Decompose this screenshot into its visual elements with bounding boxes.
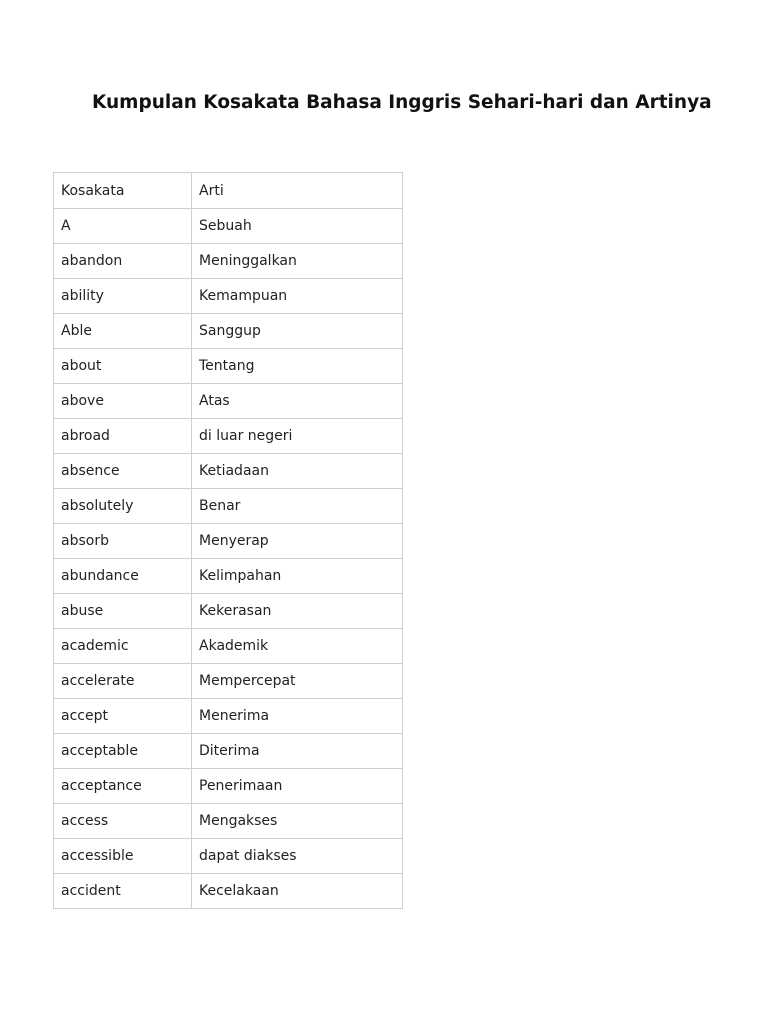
table-row bbox=[54, 279, 403, 314]
table-row bbox=[54, 629, 403, 664]
table-row bbox=[54, 419, 403, 454]
meaning-cell: Diterima bbox=[192, 734, 403, 769]
table-row bbox=[54, 314, 403, 349]
meaning-cell: dapat diakses bbox=[192, 839, 403, 874]
meaning-cell: Menyerap bbox=[192, 524, 403, 559]
word-cell: academic bbox=[54, 629, 192, 664]
table-row bbox=[54, 524, 403, 559]
table-row bbox=[54, 454, 403, 489]
table-row bbox=[54, 594, 403, 629]
word-cell: accessible bbox=[54, 839, 192, 874]
word-cell: accept bbox=[54, 699, 192, 734]
meaning-cell: di luar negeri bbox=[192, 419, 403, 454]
word-cell: acceptance bbox=[54, 769, 192, 804]
header-cell-arti: Arti bbox=[192, 173, 403, 209]
meaning-cell: Atas bbox=[192, 384, 403, 419]
table-header-row bbox=[54, 173, 403, 209]
word-cell: ability bbox=[54, 279, 192, 314]
word-cell: abundance bbox=[54, 559, 192, 594]
meaning-cell: Akademik bbox=[192, 629, 403, 664]
word-cell: accelerate bbox=[54, 664, 192, 699]
table-row bbox=[54, 874, 403, 909]
vocabulary-table bbox=[53, 172, 403, 909]
word-cell: A bbox=[54, 209, 192, 244]
table-row bbox=[54, 769, 403, 804]
table-row bbox=[54, 559, 403, 594]
table-row bbox=[54, 244, 403, 279]
word-cell: above bbox=[54, 384, 192, 419]
meaning-cell: Penerimaan bbox=[192, 769, 403, 804]
meaning-cell: Kemampuan bbox=[192, 279, 403, 314]
table-row bbox=[54, 209, 403, 244]
meaning-cell: Ketiadaan bbox=[192, 454, 403, 489]
meaning-cell: Mempercepat bbox=[192, 664, 403, 699]
table-row bbox=[54, 839, 403, 874]
word-cell: abuse bbox=[54, 594, 192, 629]
word-cell: absolutely bbox=[54, 489, 192, 524]
meaning-cell: Menerima bbox=[192, 699, 403, 734]
meaning-cell: Tentang bbox=[192, 349, 403, 384]
meaning-cell: Kelimpahan bbox=[192, 559, 403, 594]
meaning-cell: Sanggup bbox=[192, 314, 403, 349]
table-row bbox=[54, 804, 403, 839]
word-cell: absence bbox=[54, 454, 192, 489]
word-cell: abroad bbox=[54, 419, 192, 454]
page-title: Kumpulan Kosakata Bahasa Inggris Sehari-hari dan Artinya bbox=[92, 92, 712, 113]
word-cell: accident bbox=[54, 874, 192, 909]
meaning-cell: Meninggalkan bbox=[192, 244, 403, 279]
table-row bbox=[54, 349, 403, 384]
table-row bbox=[54, 699, 403, 734]
vocabulary-table-body bbox=[54, 173, 403, 909]
meaning-cell: Mengakses bbox=[192, 804, 403, 839]
word-cell: about bbox=[54, 349, 192, 384]
table-row bbox=[54, 489, 403, 524]
word-cell: abandon bbox=[54, 244, 192, 279]
meaning-cell: Kekerasan bbox=[192, 594, 403, 629]
meaning-cell: Sebuah bbox=[192, 209, 403, 244]
word-cell: acceptable bbox=[54, 734, 192, 769]
word-cell: Able bbox=[54, 314, 192, 349]
word-cell: access bbox=[54, 804, 192, 839]
table-row bbox=[54, 664, 403, 699]
word-cell: absorb bbox=[54, 524, 192, 559]
meaning-cell: Benar bbox=[192, 489, 403, 524]
table-row bbox=[54, 734, 403, 769]
meaning-cell: Kecelakaan bbox=[192, 874, 403, 909]
table-row bbox=[54, 384, 403, 419]
header-cell-kosakata: Kosakata bbox=[54, 173, 192, 209]
